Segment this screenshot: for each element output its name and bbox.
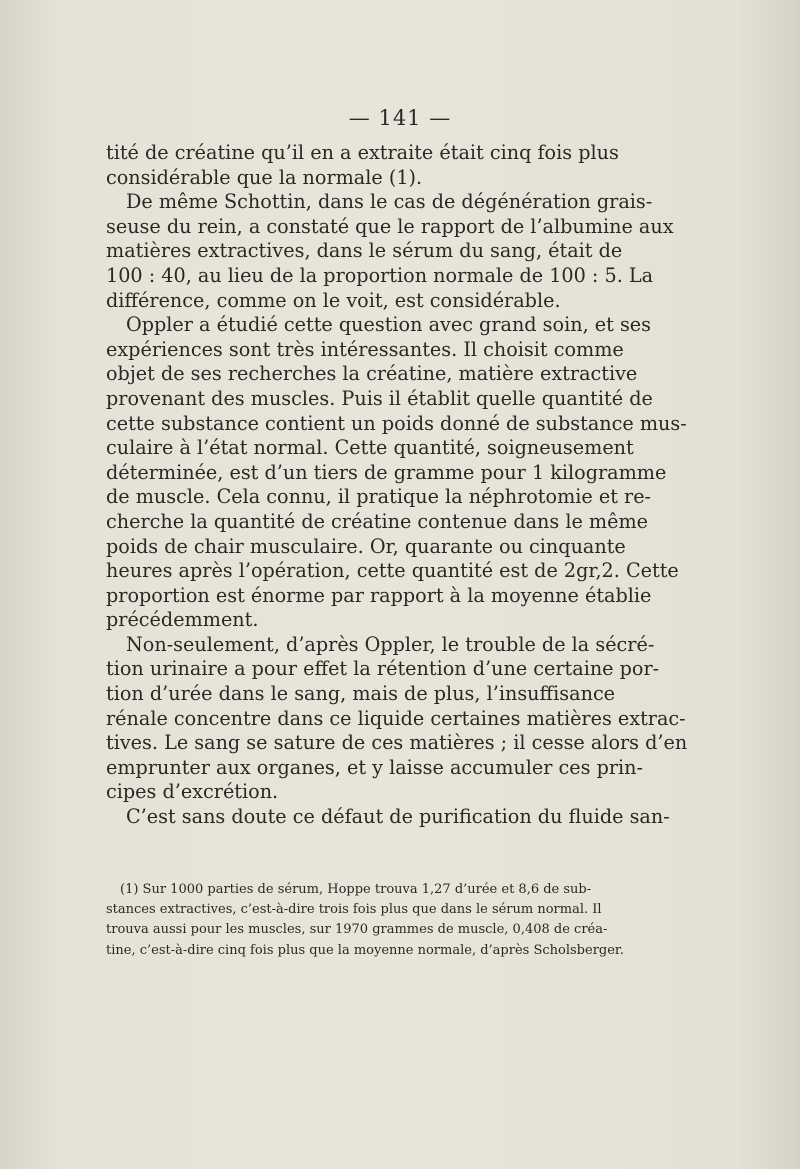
text-line: précédemment. bbox=[106, 608, 259, 632]
text-line: de muscle. Cela connu, il pratique la néphrotomie et re- bbox=[106, 485, 652, 509]
footnote-line: stances extractives, c’est-à-dire trois fois plus que dans le sérum normal. Il bbox=[106, 902, 602, 918]
footnote-line: (1) Sur 1000 parties de sérum, Hoppe trouva 1,27 d’urée et 8,6 de sub- bbox=[120, 882, 592, 897]
text-line: rénale concentre dans ce liquide certaines matières extrac- bbox=[106, 706, 686, 730]
text-line: différence, comme on le voit, est considérable. bbox=[106, 288, 561, 312]
page-number-header: — 141 — bbox=[348, 106, 452, 130]
text-line: 100 : 40, au lieu de la proportion normale de 100 : 5. La bbox=[106, 263, 654, 287]
text-line: Oppler a étudié cette question avec grand soin, et ses bbox=[126, 313, 651, 337]
text-line: considérable que la normale (1). bbox=[106, 165, 423, 189]
text-line: culaire à l’état normal. Cette quantité, soigneusement bbox=[106, 436, 634, 460]
text-line: proportion est énorme par rapport à la moyenne établie bbox=[106, 583, 652, 607]
text-line: cherche la quantité de créatine contenue dans le même bbox=[106, 509, 649, 533]
footnote-line: trouva aussi pour les muscles, sur 1970 grammes de muscle, 0,408 de créa- bbox=[106, 922, 608, 938]
text-line: seuse du rein, a constaté que le rapport de l’albumine aux bbox=[106, 214, 674, 238]
text-line: poids de chair musculaire. Or, quarante ou cinquante bbox=[106, 534, 626, 558]
text-line: tion urinaire a pour effet la rétention d’une certaine por- bbox=[106, 657, 660, 681]
text-line: cipes d’excrétion. bbox=[106, 780, 279, 804]
footnote-line: tine, c’est-à-dire cinq fois plus que la moyenne normale, d’après Scholsberger. bbox=[106, 942, 624, 958]
text-line: tives. Le sang se sature de ces matières ; il cesse alors d’en bbox=[106, 731, 688, 755]
text-line: tion d’urée dans le sang, mais de plus, l’insuffisance bbox=[106, 682, 616, 706]
text-line: emprunter aux organes, et y laisse accumuler ces prin- bbox=[106, 755, 644, 779]
main-text bbox=[106, 141, 688, 830]
footnote bbox=[106, 880, 624, 961]
text-line: heures après l’opération, cette quantité est de 2gr,2. Cette bbox=[106, 559, 679, 583]
text-line: expériences sont très intéressantes. Il choisit comme bbox=[106, 337, 624, 361]
text-line: provenant des muscles. Puis il établit quelle quantité de bbox=[106, 386, 653, 410]
text-line: tité de créatine qu’il en a extraite était cinq fois plus bbox=[106, 141, 619, 164]
text-line: Non-seulement, d’après Oppler, le trouble de la sécré- bbox=[126, 632, 655, 656]
text-line: C’est sans doute ce défaut de purification du fluide san- bbox=[126, 805, 670, 829]
text-line: De même Schottin, dans le cas de dégénération grais- bbox=[126, 190, 653, 214]
text-line: cette substance contient un poids donné de substance mus- bbox=[106, 411, 687, 435]
text-line: déterminée, est d’un tiers de gramme pour 1 kilogramme bbox=[106, 460, 667, 484]
text-line: objet de ses recherches la créatine, matière extractive bbox=[106, 362, 638, 386]
text-line: matières extractives, dans le sérum du sang, était de bbox=[106, 239, 623, 263]
